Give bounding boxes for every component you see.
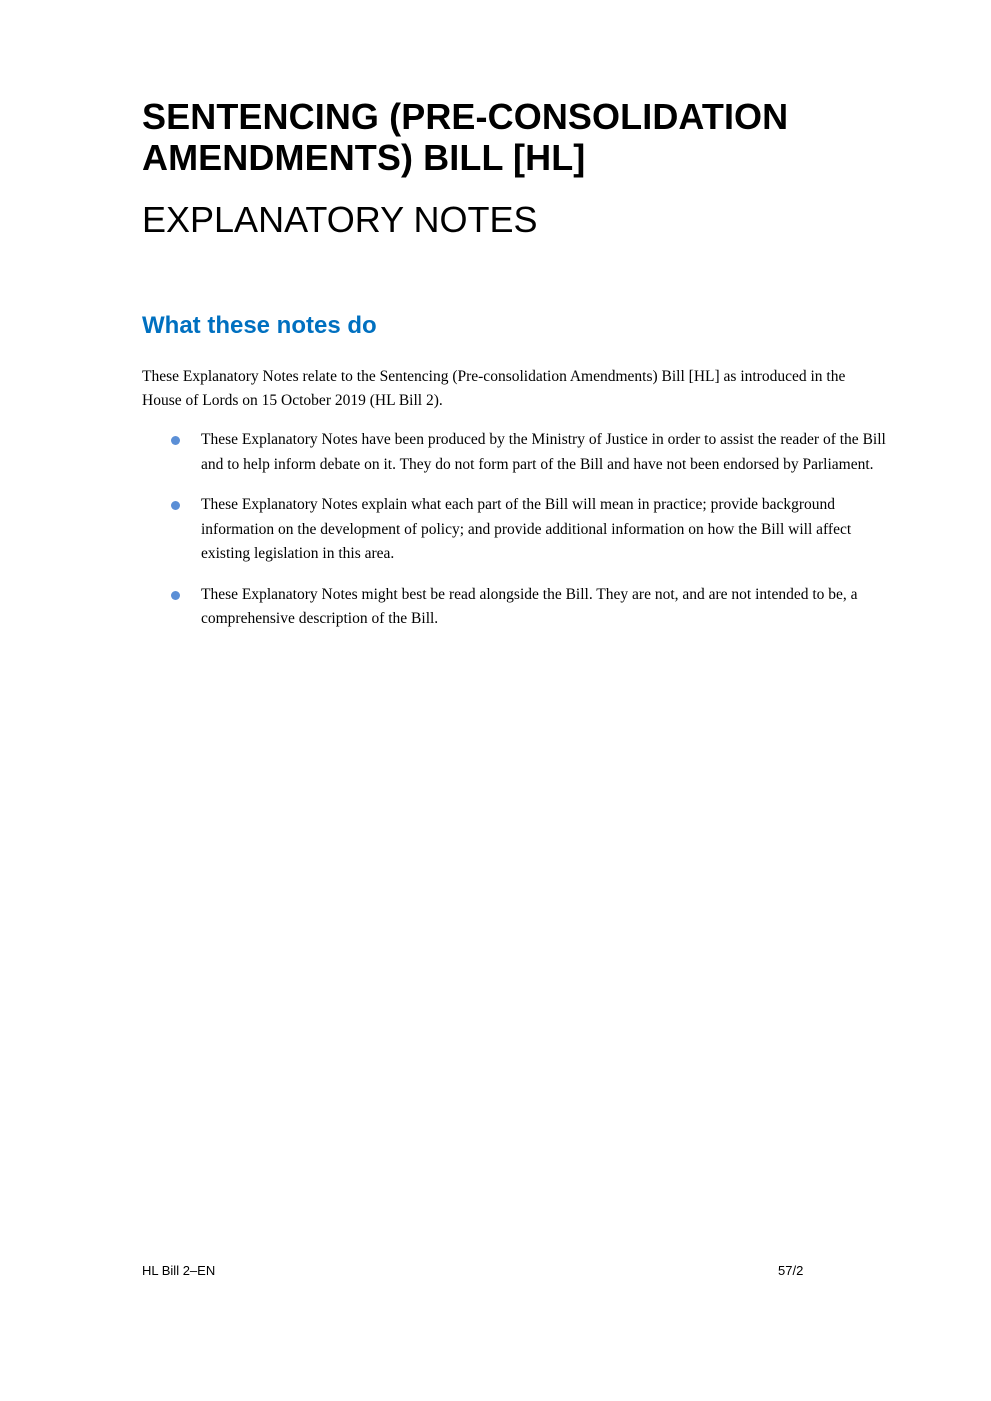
bullet-item <box>142 428 902 477</box>
bullet-dot-icon <box>171 436 180 445</box>
section-heading: What these notes do <box>142 312 377 339</box>
bullet-text: These Explanatory Notes might best be read alongside the Bill. They are not, and are not intended to be, a comprehensive description of the Bill. <box>201 585 858 627</box>
bullet-dot-icon <box>171 501 180 510</box>
bullet-list <box>142 428 902 648</box>
footer-page-reference: 57/2 <box>778 1263 804 1278</box>
bullet-item <box>142 493 902 567</box>
bill-title: SENTENCING (PRE-CONSOLIDATION AMENDMENTS) BILL [HL] <box>142 96 789 178</box>
document-subtitle: EXPLANATORY NOTES <box>142 199 538 240</box>
bullet-text: These Explanatory Notes explain what each part of the Bill will mean in practice; provide background information on the development of policy; and provide additional information on how the Bill will affect existing legislation in this area. <box>201 496 852 562</box>
footer-bill-reference: HL Bill 2–EN <box>142 1263 216 1278</box>
bullet-dot-icon <box>171 591 180 600</box>
intro-paragraph: These Explanatory Notes relate to the Sentencing (Pre-consolidation Amendments) Bill [HL] as introduced in the House of Lords on 15 October 2019 (HL Bill 2). <box>142 368 846 409</box>
bullet-text: These Explanatory Notes have been produced by the Ministry of Justice in order to assist the reader of the Bill and to help inform debate on it. They do not form part of the Bill and have not been endorsed by Parliament. <box>201 431 886 473</box>
bullet-item <box>142 583 902 632</box>
